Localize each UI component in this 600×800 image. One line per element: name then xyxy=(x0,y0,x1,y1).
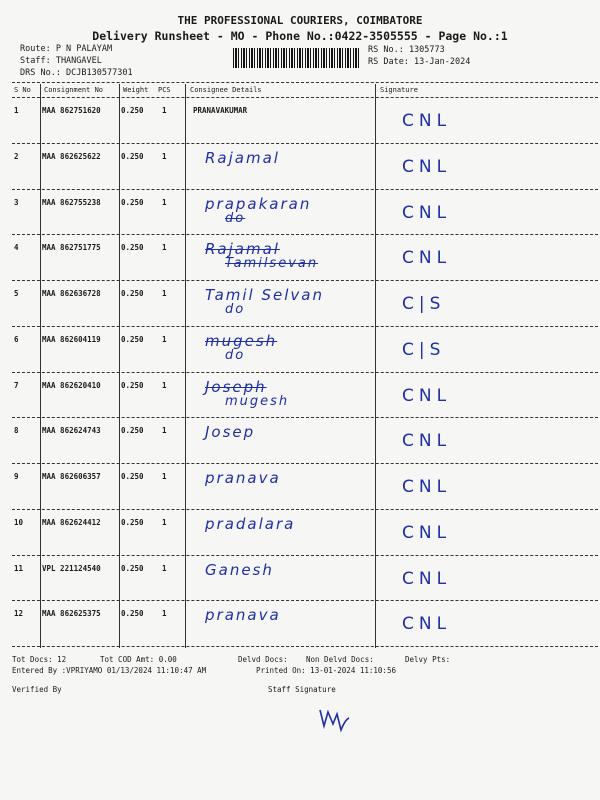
row-consignment: MAA 862624412 xyxy=(42,517,101,527)
row-handwritten-note: do xyxy=(225,302,246,317)
row-handwritten-name: mugesh xyxy=(205,331,278,350)
row-handwritten-name: Joseph xyxy=(205,377,267,396)
row-signature: C|S xyxy=(402,294,446,314)
route-label: Route: P N PALAYAM xyxy=(20,44,113,54)
row-pcs: 1 xyxy=(162,289,167,298)
col-sno: S No xyxy=(14,86,31,94)
row-sno: 8 xyxy=(14,426,19,436)
row-consignment: MAA 862751620 xyxy=(42,106,101,115)
row-sno: 7 xyxy=(14,380,19,390)
row-pcs: 1 xyxy=(162,426,167,436)
col-consignment: Consignment No xyxy=(44,86,104,94)
row-signature: CNL xyxy=(402,111,452,131)
row-weight: 0.250 xyxy=(121,151,144,161)
row-weight: 0.250 xyxy=(121,517,144,527)
rs-number: RS No.: 1305773 xyxy=(368,45,445,55)
staff-label: Staff: THANGAVEL xyxy=(20,56,102,66)
row-sno: 11 xyxy=(14,563,24,573)
row-handwritten-name: pranava xyxy=(205,606,281,625)
row-weight: 0.250 xyxy=(121,609,144,619)
row-consignee: PRANAVAKUMAR xyxy=(193,106,248,115)
row-handwritten-name: pradalara xyxy=(205,514,296,533)
row-handwritten-name: prapakaran xyxy=(205,194,312,213)
row-consignment: MAA 862751775 xyxy=(42,243,101,253)
row-pcs: 1 xyxy=(162,243,167,253)
staff-signature-scribble xyxy=(315,700,355,735)
tot-cod: Tot COD Amt: 0.00 xyxy=(100,655,177,664)
delvd-docs: Delvd Docs: xyxy=(238,655,288,664)
row-weight: 0.250 xyxy=(121,426,144,436)
row-weight: 0.250 xyxy=(121,334,144,344)
row-weight: 0.250 xyxy=(121,289,144,298)
col-weight: Weight xyxy=(123,86,149,94)
row-handwritten-name: Tamil Selvan xyxy=(205,286,324,304)
row-handwritten-note: Tamilsevan xyxy=(225,256,319,272)
row-handwritten-note: mugesh xyxy=(225,393,290,409)
row-signature: CNL xyxy=(402,477,452,497)
row-pcs: 1 xyxy=(162,106,167,115)
row-sno: 3 xyxy=(14,197,19,207)
col-consignee: Consignee Details xyxy=(190,86,262,94)
row-signature: CNL xyxy=(402,156,452,177)
row-pcs: 1 xyxy=(162,563,167,573)
row-signature: CNL xyxy=(402,568,452,589)
row-consignment: MAA 862625375 xyxy=(42,609,101,619)
company-name: THE PROFESSIONAL COURIERS, COIMBATORE xyxy=(177,14,423,27)
row-consignment: MAA 862620410 xyxy=(42,380,101,390)
drs-label: DRS No.: DCJB130577301 xyxy=(20,68,133,78)
row-pcs: 1 xyxy=(162,380,167,390)
rs-date: RS Date: 13-Jan-2024 xyxy=(368,57,471,67)
row-sno: 2 xyxy=(14,151,19,161)
row-consignment: MAA 862625622 xyxy=(42,151,101,161)
row-sno: 12 xyxy=(14,609,24,619)
row-handwritten-name: Rajamal xyxy=(205,240,280,259)
non-delvd-docs: Non Delvd Docs: xyxy=(306,655,374,664)
row-pcs: 1 xyxy=(162,334,167,344)
row-weight: 0.250 xyxy=(121,380,144,390)
row-handwritten-name: Ganesh xyxy=(205,560,274,579)
row-weight: 0.250 xyxy=(121,197,144,207)
row-handwritten-name: pranava xyxy=(205,469,281,487)
tot-docs: Tot Docs: 12 xyxy=(12,655,67,664)
delvy-pts: Delvy Pts: xyxy=(405,655,451,664)
entered-by: Entered By :VPRIYAMO 01/13/2024 11:10:47 AM xyxy=(12,666,207,675)
row-sno: 6 xyxy=(14,334,19,344)
row-weight: 0.250 xyxy=(121,472,144,481)
row-signature: CNL xyxy=(402,614,452,635)
row-pcs: 1 xyxy=(162,197,167,207)
row-pcs: 1 xyxy=(162,472,167,481)
row-pcs: 1 xyxy=(162,609,167,619)
col-pcs: PCS xyxy=(158,86,171,94)
row-consignment: MAA 862624743 xyxy=(42,426,101,436)
row-sno: 5 xyxy=(14,289,19,298)
row-signature: CNL xyxy=(402,522,452,543)
row-handwritten-name: Rajamal xyxy=(205,148,280,167)
row-sno: 9 xyxy=(14,472,19,481)
row-signature: CNL xyxy=(402,385,452,406)
row-handwritten-note: do xyxy=(225,210,246,226)
row-signature: CNL xyxy=(402,248,452,269)
runsheet-title: Delivery Runsheet - MO - Phone No.:0422-3505555 - Page No.:1 xyxy=(92,29,508,43)
row-weight: 0.250 xyxy=(121,243,144,253)
row-sno: 1 xyxy=(14,106,19,115)
row-signature: CNL xyxy=(402,431,452,452)
row-consignment: MAA 862604119 xyxy=(42,334,101,344)
row-sno: 10 xyxy=(14,517,24,527)
row-consignment: MAA 862636728 xyxy=(42,289,101,298)
col-signature: Signature xyxy=(380,86,418,94)
row-signature: C|S xyxy=(402,339,446,360)
row-pcs: 1 xyxy=(162,151,167,161)
row-signature: CNL xyxy=(402,202,452,223)
row-weight: 0.250 xyxy=(121,106,144,115)
printed-on: Printed On: 13-01-2024 11:10:56 xyxy=(256,666,396,675)
row-pcs: 1 xyxy=(162,517,167,527)
row-consignment: MAA 862606357 xyxy=(42,472,101,481)
verified-by: Verified By xyxy=(12,685,62,694)
row-consignment: MAA 862755238 xyxy=(42,197,101,207)
barcode xyxy=(233,48,361,68)
row-sno: 4 xyxy=(14,243,19,253)
row-handwritten-name: Josep xyxy=(205,423,256,442)
row-weight: 0.250 xyxy=(121,563,144,573)
staff-signature-label: Staff Signature xyxy=(268,685,336,694)
row-handwritten-note: do xyxy=(225,347,246,363)
row-consignment: VPL 221124540 xyxy=(42,563,101,573)
